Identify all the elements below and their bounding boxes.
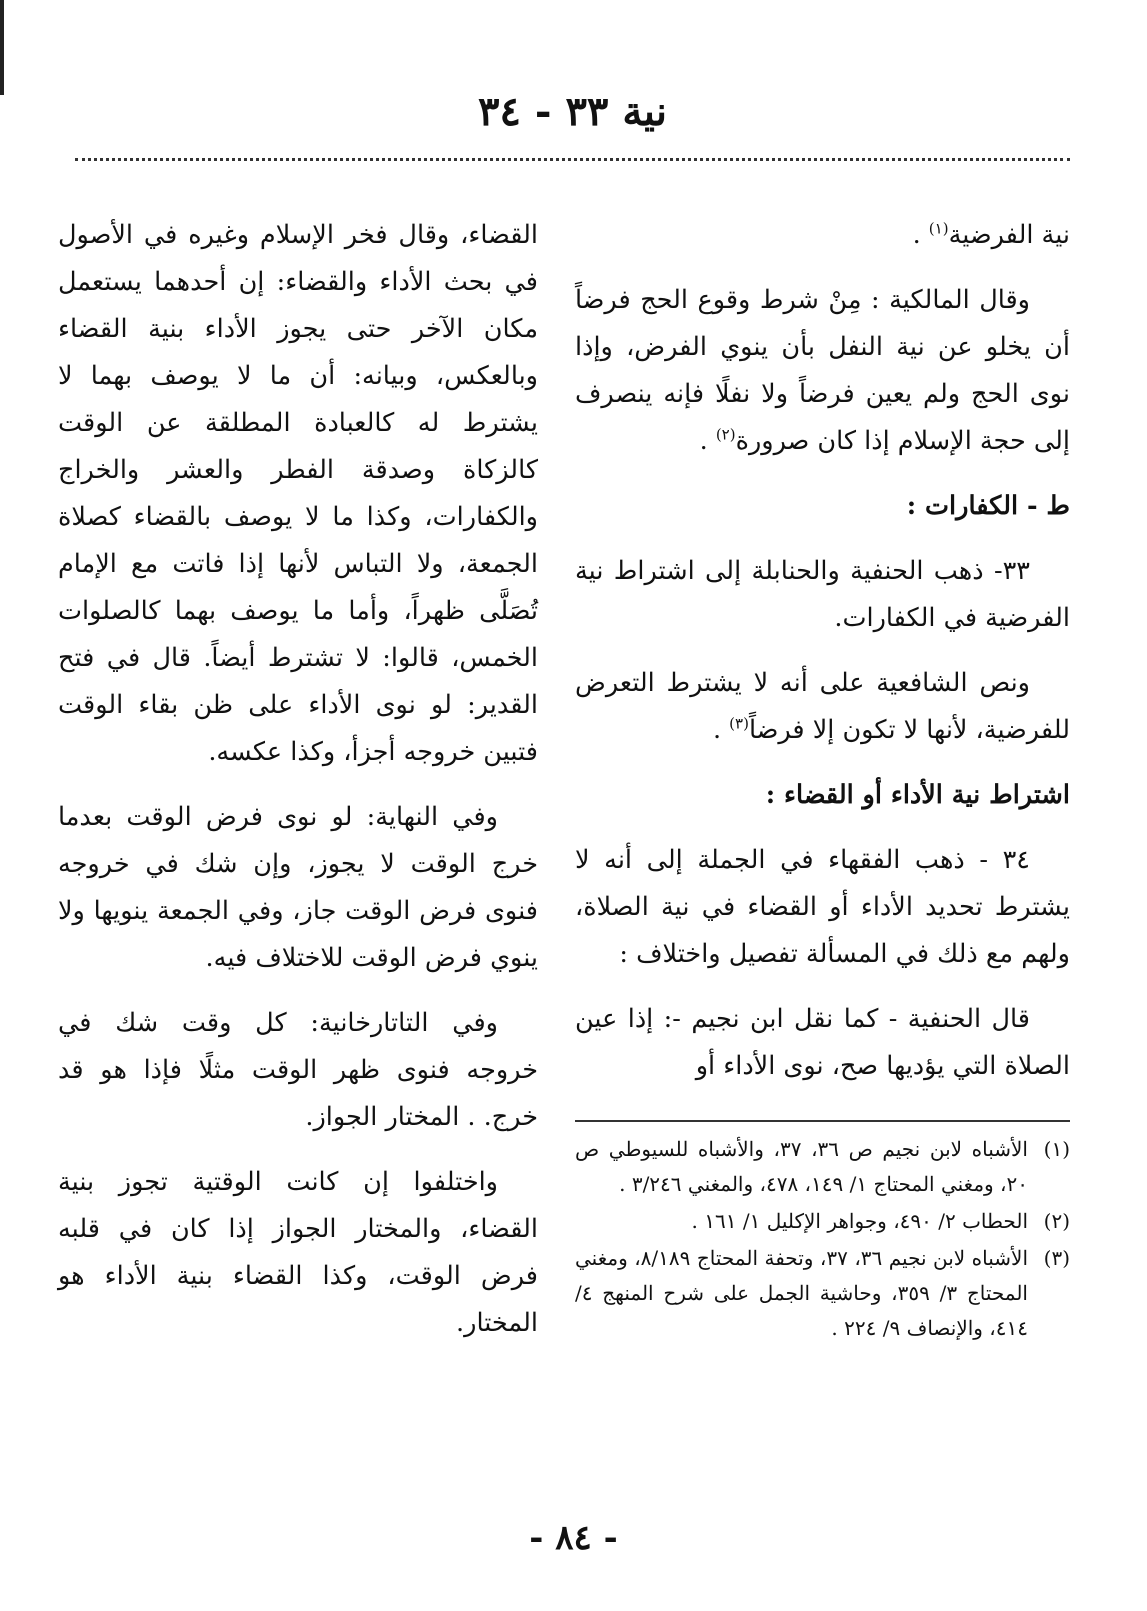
section-heading: ط - الكفارات :: [906, 491, 1070, 521]
paragraph-text: نية الفرضية: [948, 220, 1070, 250]
paragraph: ٣٤ - ذهب الفقهاء في الجملة إلى أنه لا يشترط تحديد الأداء أو القضاء في نية الصلاة، ولهم مع ذلك في المسألة تفصيل واختلاف :: [575, 845, 1070, 969]
footnote-divider: [575, 1120, 1070, 1122]
paragraph: وفي النهاية: لو نوى فرض الوقت بعدما خرج الوقت لا يجوز، وإن شك في خروجه فنوى فرض الوقت جاز، وفي الجمعة ينويها ولا ينوي فرض الوقت للاختلاف فيه.: [58, 802, 538, 973]
paragraph: واختلفوا إن كانت الوقتية تجوز بنية القضاء، والمختار الجواز إذا كان في قلبه فرض الوقت، وكذا القضاء بنية الأداء هو المختار.: [58, 1167, 538, 1338]
left-column: [58, 212, 538, 1365]
footnote: [575, 1241, 1070, 1346]
footnote-ref: (١): [928, 219, 949, 238]
header-dotted-rule: [75, 158, 1070, 161]
footnote-text: الحطاب ٢/ ٤٩٠، وجواهر الإكليل ١/ ١٦١ .: [691, 1209, 1028, 1233]
section-heading: اشتراط نية الأداء أو القضاء :: [765, 780, 1070, 810]
footnote-ref: (٣): [729, 714, 749, 733]
paragraph: القضاء، وقال فخر الإسلام وغيره في الأصول في بحث الأداء والقضاء: إن أحدهما يستعمل مكان الآخر حتى يجوز الأداء بنية القضاء وبالعكس، وبيانه: أن ما لا يوصف بهما لا يشترط له كالعبادة المطلقة عن الوقت كالزكاة وصدقة الفطر والعشر والخراج والكفارات، وكذا ما لا يوصف بالقضاء كصلاة الجمعة، ولا التباس لأنها إذا فاتت مع الإمام تُصَلَّى ظهراً، وأما ما يوصف بهما كالصلوات الخمس، قالوا: لا تشترط أيضاً. قال في فتح القدير: لو نوى الأداء على ظن بقاء الوقت فتبين خروجه أجزأ، وكذا عكسه.: [58, 220, 538, 767]
paragraph: [575, 212, 1070, 259]
page-header: [75, 88, 1070, 135]
paragraph: ٣٣- ذهب الحنفية والحنابلة إلى اشتراط نية الفرضية في الكفارات.: [575, 556, 1070, 633]
paragraph-end: .: [712, 715, 722, 745]
paragraph: [575, 277, 1070, 465]
paragraph: قال الحنفية - كما نقل ابن نجيم -: إذا عين الصلاة التي يؤديها صح، نوى الأداء أو: [575, 1004, 1070, 1081]
paragraph: وفي التاتارخانية: كل وقت شك في خروجه فنوى ظهر الوقت مثلًا فإذا هو قد خرج. . المختار الجواز.: [58, 1008, 538, 1132]
footnote: [575, 1204, 1070, 1239]
paragraph-end: .: [912, 220, 921, 250]
footnotes: [575, 1132, 1070, 1348]
paragraph-end: .: [699, 426, 708, 456]
paragraph-text: ونص الشافعية على أنه لا يشترط التعرض للفرضية، لأنها لا تكون إلا فرضاً: [575, 668, 1070, 745]
footnote-text: الأشباه لابن نجيم ٣٦، ٣٧، وتحفة المحتاج ٨/١٨٩، ومغني المحتاج ٣/ ٣٥٩، وحاشية الجمل على شرح المنهج ٤/ ٤١٤، والإنصاف ٩/ ٢٢٤ .: [575, 1246, 1029, 1340]
header-title: نية ٣٣ - ٣٤: [478, 88, 667, 135]
page-number: - ٨٤ -: [529, 1518, 618, 1558]
footnote-number: (١): [1043, 1137, 1070, 1161]
paragraph: [575, 660, 1070, 754]
footnote-number: (٣): [1043, 1246, 1070, 1270]
paragraph-text: وقال المالكية : مِنْ شرط وقوع الحج فرضاً أن يخلو عن نية النفل بأن ينوي الفرض، وإذا نوى الحج ولم يعين فرضاً ولا نفلًا فإنه ينصرف إلى حجة الإسلام إذا كان صرورة: [575, 285, 1070, 456]
page-edge-mark: [0, 0, 4, 95]
footnote-ref: (٢): [715, 425, 736, 444]
footnote: [575, 1132, 1070, 1202]
footnote-number: (٢): [1043, 1209, 1070, 1233]
right-column: [575, 212, 1070, 1108]
footnote-text: الأشباه لابن نجيم ص ٣٦، ٣٧، والأشباه للسيوطي ص ٢٠، ومغني المحتاج ١/ ١٤٩، ٤٧٨، والمغني ٣/٢٤٦ .: [575, 1137, 1028, 1196]
